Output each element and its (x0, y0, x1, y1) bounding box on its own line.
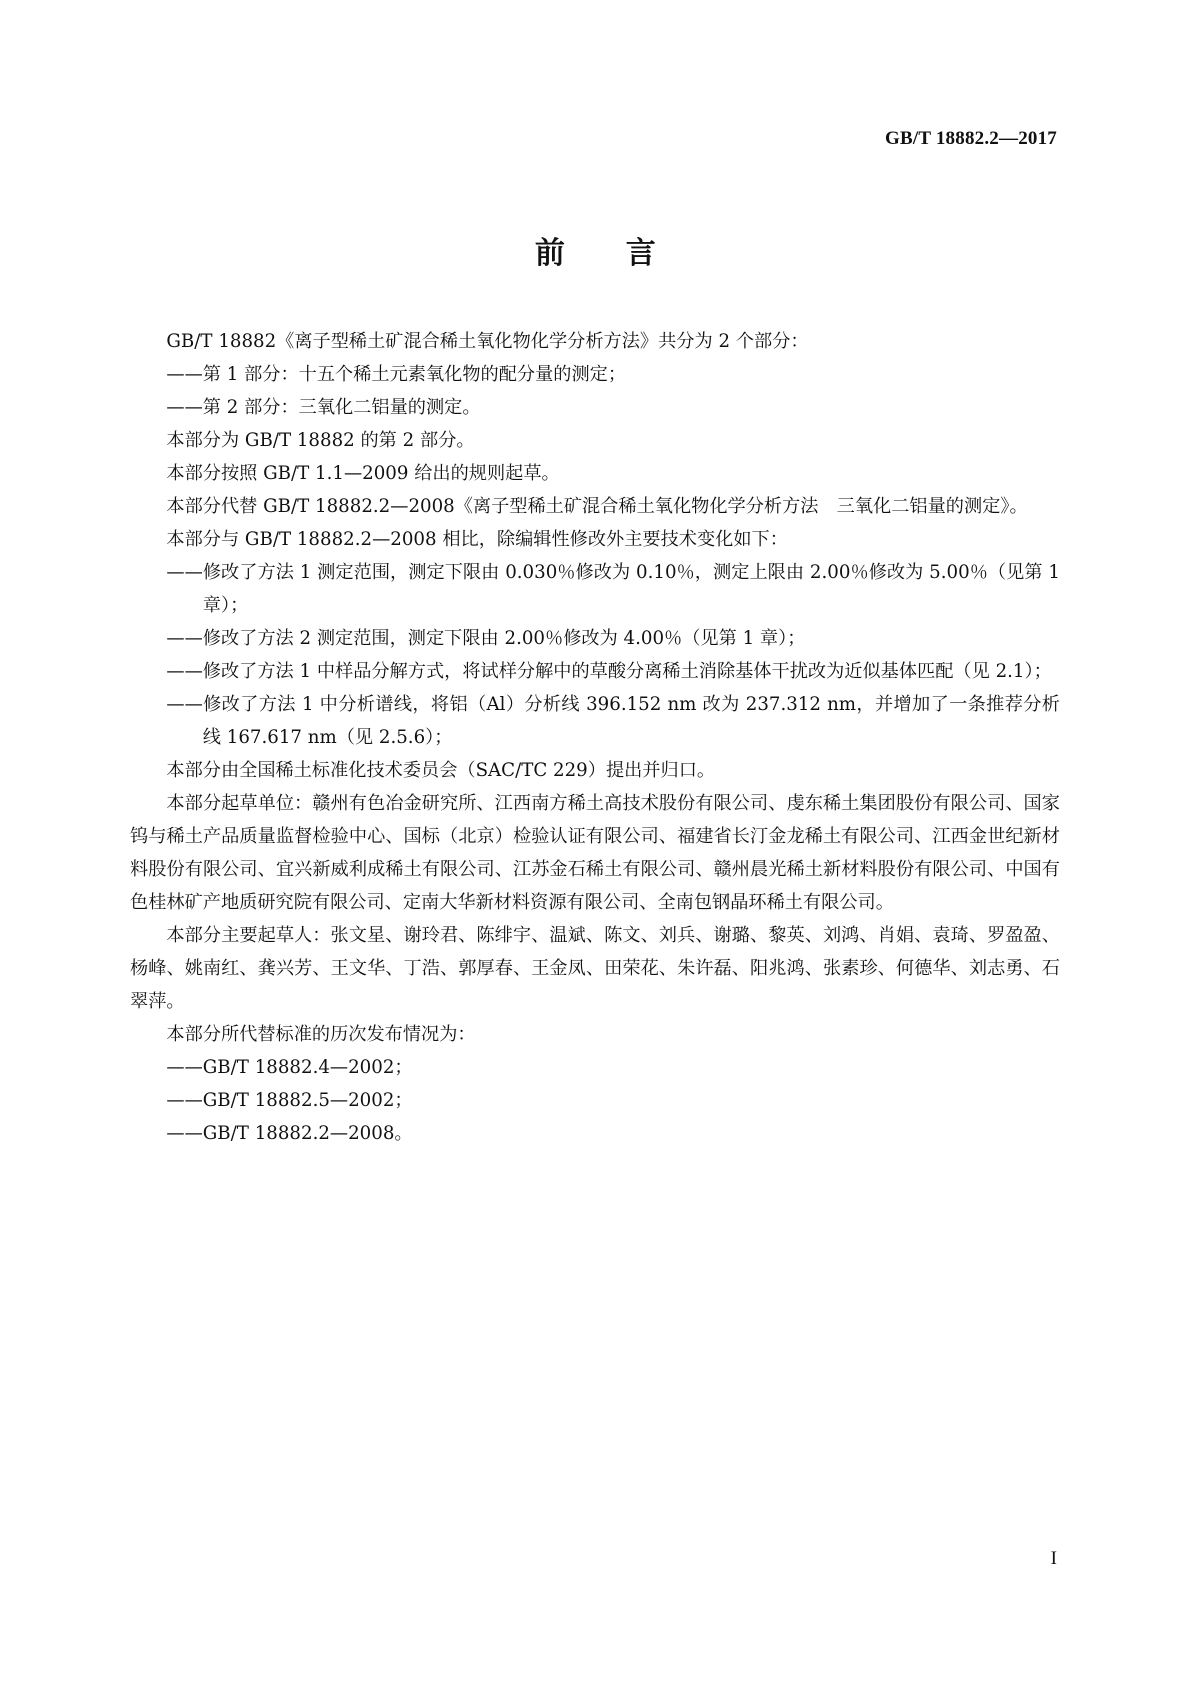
drafters-paragraph: 本部分主要起草人：张文星、谢玲君、陈绯宇、温斌、陈文、刘兵、谢璐、黎英、刘鸿、肖娟、袁琦、罗盈盈、杨峰、姚南红、龚兴芳、王文华、丁浩、郭厚春、王金凤、田荣花、朱许磊、阳兆鸿、张素珍、何德华、刘志勇、石翠萍。 (130, 925, 1060, 1012)
scope-paragraph: 本部分为 GB/T 18882 的第 2 部分。 (166, 430, 475, 451)
change-item-2: ——修改了方法 2 测定范围，测定下限由 2.00％修改为 4.00％（见第 1 章）； (166, 628, 806, 649)
changes-intro-paragraph: 本部分与 GB/T 18882.2—2008 相比，除编辑性修改外主要技术变化如下： (166, 529, 788, 550)
history-item-3: ——GB/T 18882.2—2008。 (166, 1123, 413, 1144)
change-item-3: ——修改了方法 1 中样品分解方式，将试样分解中的草酸分离稀土消除基体干扰改为近似基体匹配（见 2.1）； (166, 661, 1052, 682)
drafting-units-paragraph: 本部分起草单位：赣州有色冶金研究所、江西南方稀土高技术股份有限公司、虔东稀土集团股份有限公司、国家钨与稀土产品质量监督检验中心、国标（北京）检验认证有限公司、福建省长汀金龙稀土有限公司、江西金世纪新材料股份有限公司、宜兴新威利成稀土有限公司、江苏金石稀土有限公司、赣州晨光稀土新材料股份有限公司、中国有色桂林矿产地质研究院有限公司、定南大华新材料资源有限公司、全南包钢晶环稀土有限公司。 (130, 793, 1060, 913)
part-item-1: ——第 1 部分：十五个稀土元素氧化物的配分量的测定； (166, 364, 627, 385)
intro-paragraph: GB/T 18882《离子型稀土矿混合稀土氧化物化学分析方法》共分为 2 个部分： (166, 331, 809, 352)
committee-paragraph: 本部分由全国稀土标准化技术委员会（SAC/TC 229）提出并归口。 (166, 760, 716, 781)
drafting-rule-paragraph: 本部分按照 GB/T 1.1—2009 给出的规则起草。 (166, 463, 560, 484)
history-intro-paragraph: 本部分所代替标准的历次发布情况为： (166, 1024, 476, 1045)
change-item-1: ——修改了方法 1 测定范围，测定下限由 0.030％修改为 0.10％，测定上限由 2.00％修改为 5.00％（见第 1 章）； (166, 562, 1060, 616)
history-item-1: ——GB/T 18882.4—2002； (166, 1057, 413, 1078)
part-item-2: ——第 2 部分：三氧化二铝量的测定。 (166, 397, 481, 418)
history-item-2: ——GB/T 18882.5—2002； (166, 1090, 413, 1111)
foreword-body (130, 325, 1060, 1150)
page-number: I (1050, 1548, 1057, 1569)
standard-code: GB/T 18882.2—2017 (885, 128, 1057, 149)
page-title: 前 言 (534, 236, 657, 271)
change-item-4: ——修改了方法 1 中分析谱线，将铝（Al）分析线 396.152 nm 改为 237.312 nm，并增加了一条推荐分析线 167.617 nm（见 2.5.6）； (166, 694, 1060, 748)
replaces-paragraph: 本部分代替 GB/T 18882.2—2008《离子型稀土矿混合稀土氧化物化学分析方法 三氧化二铝量的测定》。 (166, 496, 1028, 517)
